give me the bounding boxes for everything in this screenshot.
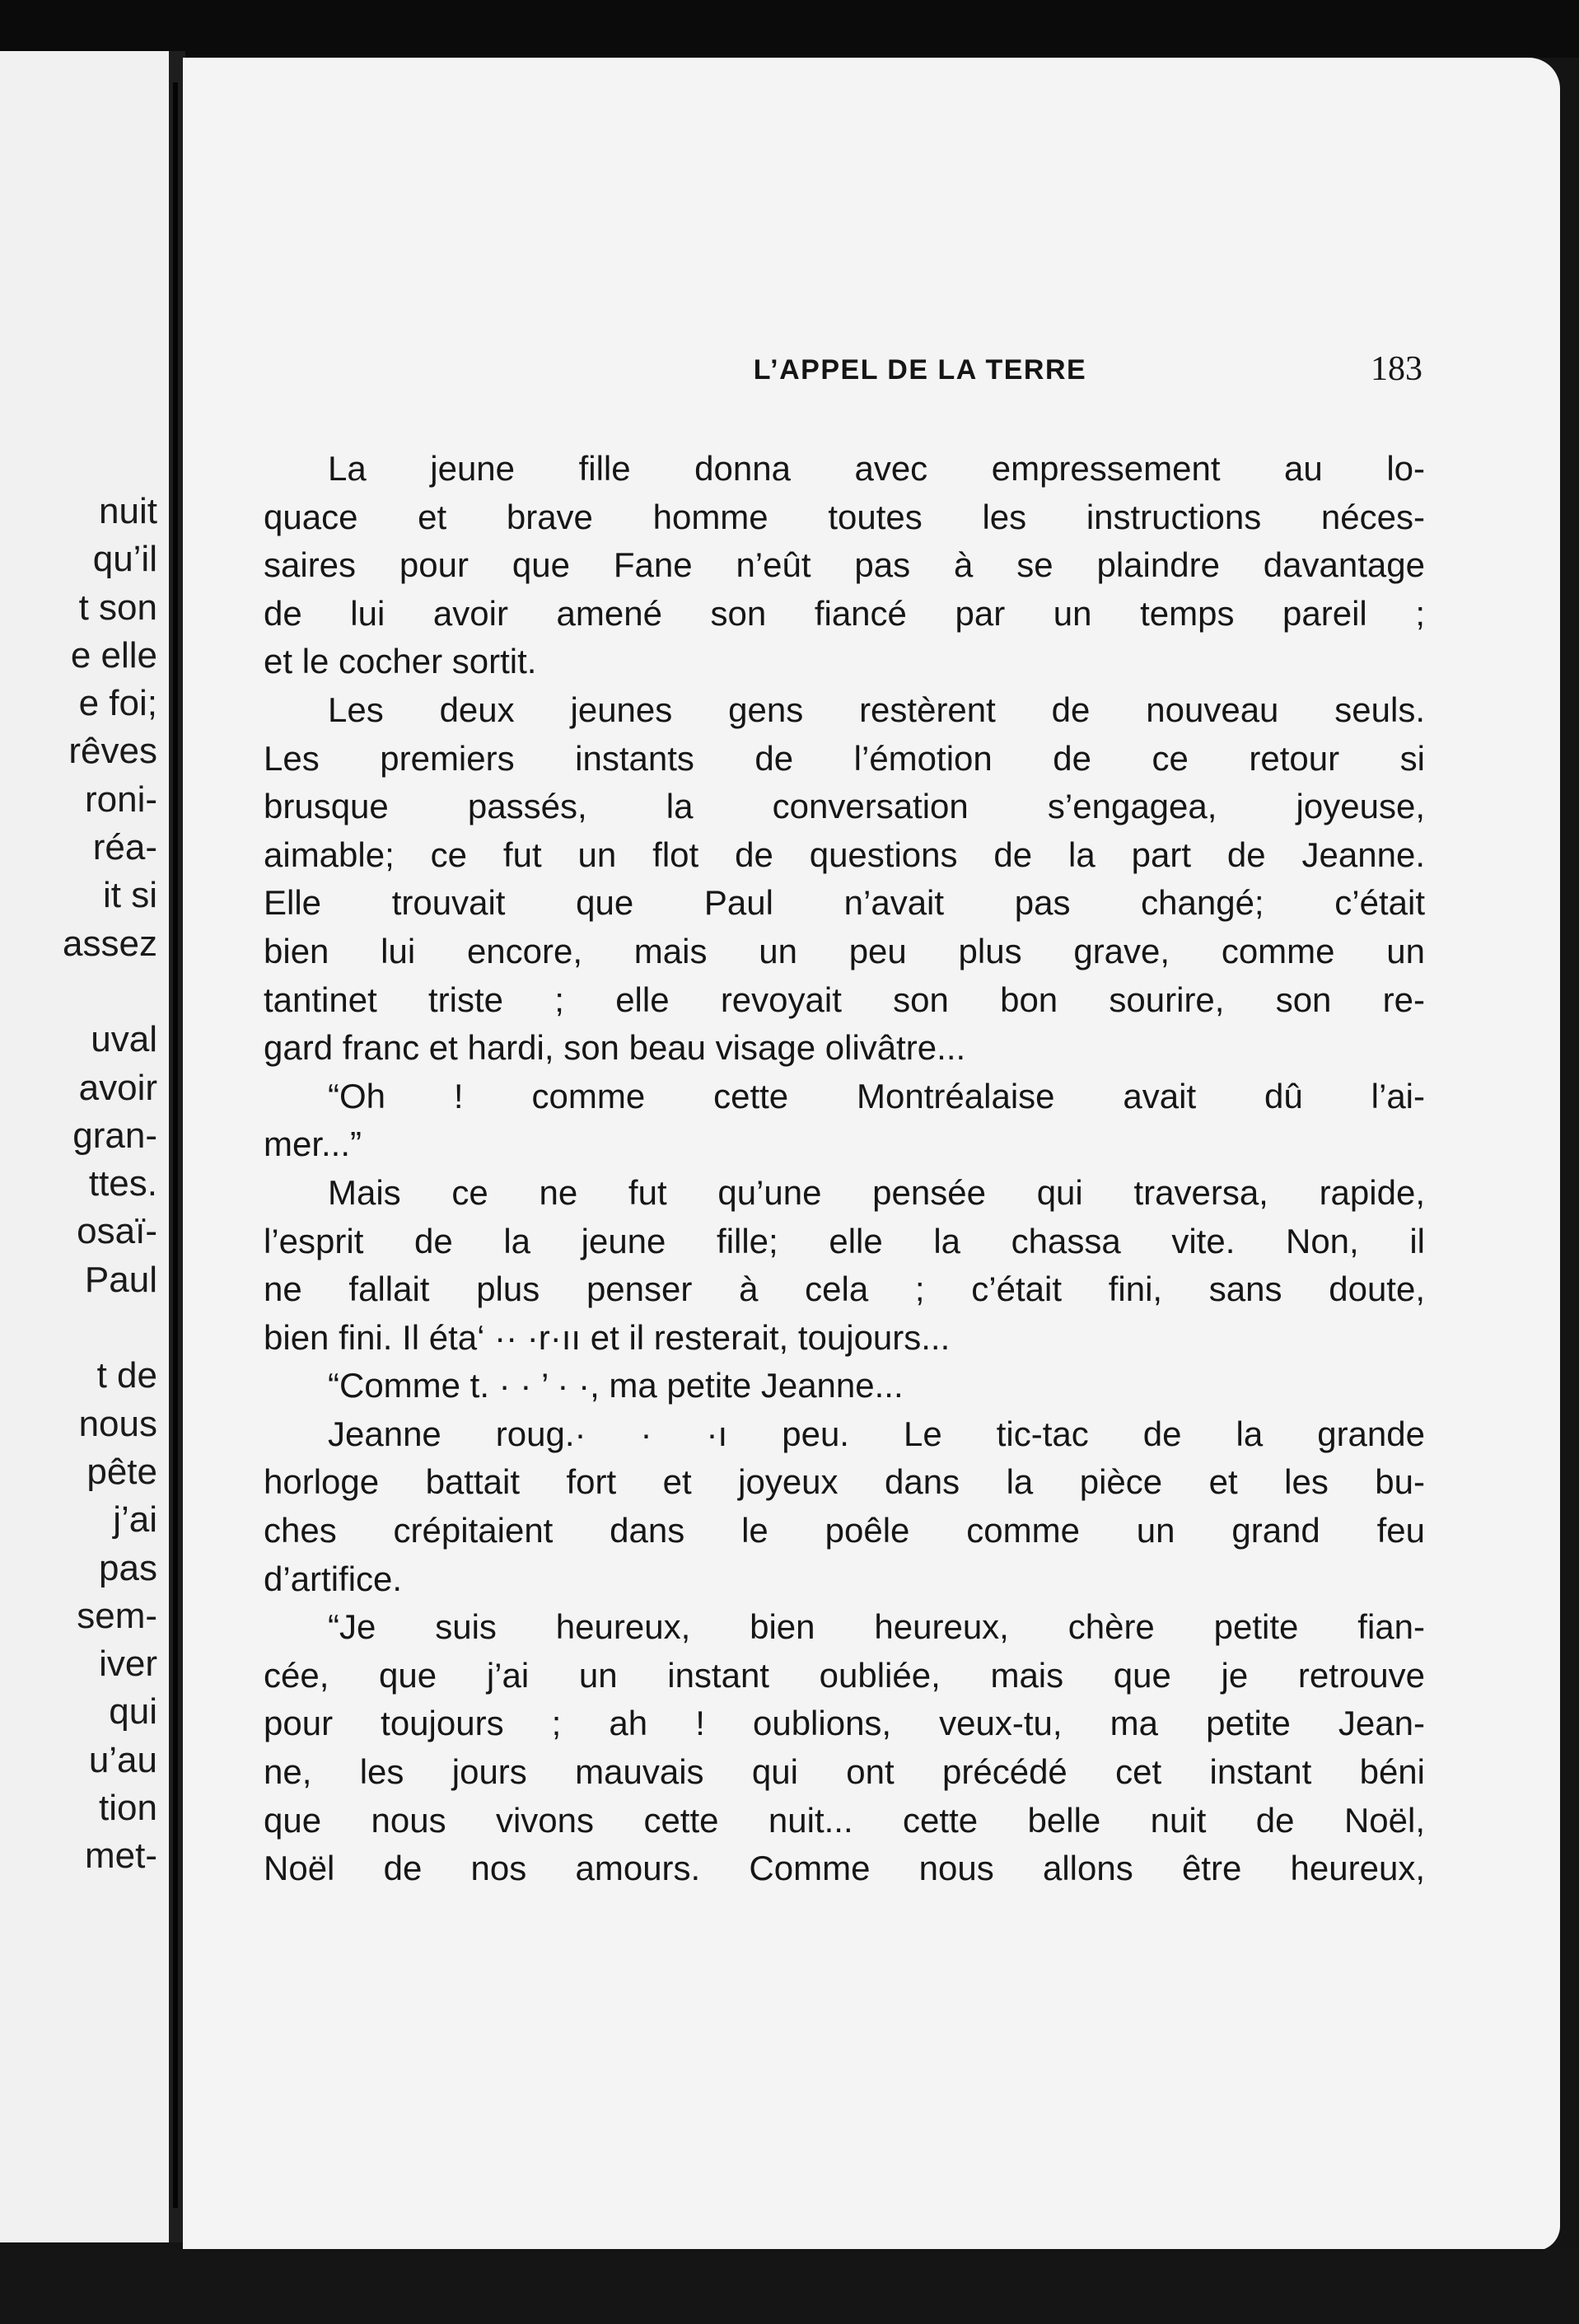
text-line: Les premiers instants de l’émotion de ce retour si — [264, 738, 1425, 778]
running-title: L’APPEL DE LA TERRE — [753, 354, 1087, 386]
text-line: tantinet triste ; elle revoyait son bon sourire, son re- — [264, 980, 1425, 1019]
facing-line: e elle — [70, 634, 157, 676]
text-line: Jeanne roug.· · ·ı peu. Le tic-tac de la grande — [328, 1414, 1425, 1453]
text-line: bien lui encore, mais un peu plus grave, comme un — [264, 931, 1425, 970]
facing-line-gap — [63, 968, 157, 1016]
text-line: cée, que j’ai un instant oubliée, mais que je retrouve — [264, 1655, 1425, 1695]
facing-line: iver — [99, 1644, 157, 1685]
text-line: brusque passés, la conversation s’engagea, joyeuse, — [264, 787, 1425, 826]
facing-line: j’ai — [113, 1499, 157, 1541]
facing-line: sem- — [77, 1595, 157, 1636]
text-line: gard franc et hardi, son beau visage olivâtre... — [264, 1028, 966, 1068]
text-line: et le cocher sortit. — [264, 642, 537, 681]
text-line: bien fini. Il éta‘ ·· ·r·ıı et il resterait, toujours... — [264, 1317, 951, 1357]
text-line: l’esprit de la jeune fille; elle la chassa vite. Non, il — [264, 1221, 1425, 1260]
text-line: quace et brave homme toutes les instructions néces- — [264, 497, 1425, 536]
page-number: 183 — [1371, 350, 1423, 388]
page-body-text — [264, 445, 1425, 1893]
text-line: pour toujours ; ah ! oublions, veux-tu, ma petite Jean- — [264, 1704, 1425, 1743]
facing-line: t son — [78, 587, 157, 628]
facing-line: gran- — [72, 1115, 157, 1156]
facing-line: qui — [109, 1691, 157, 1732]
text-line: ne fallait plus penser à cela ; c’était fini, sans doute, — [264, 1270, 1425, 1309]
text-line: horloge battait fort et joyeux dans la pièce et les bu- — [264, 1462, 1425, 1502]
facing-line: nous — [78, 1403, 157, 1444]
facing-line: e foi; — [78, 683, 157, 724]
facing-line: uval — [91, 1019, 157, 1060]
text-line: Noël de nos amours. Comme nous allons être heureux, — [264, 1849, 1425, 1888]
text-line: de lui avoir amené son fiancé par un temps pareil ; — [264, 593, 1425, 633]
facing-line: pas — [99, 1547, 157, 1588]
scan-bottom-border — [0, 2249, 1579, 2324]
facing-line: met- — [85, 1835, 157, 1877]
text-line: Mais ce ne fut qu’une pensée qui traversa, rapide, — [328, 1172, 1425, 1212]
facing-line: rêves — [68, 731, 157, 772]
facing-line-gap — [63, 1304, 157, 1352]
book-page — [183, 58, 1560, 2251]
text-line: La jeune fille donna avec empressement au lo- — [328, 449, 1425, 488]
facing-line: réa- — [92, 827, 157, 868]
facing-line: nuit — [99, 491, 157, 531]
facing-line: u’au — [88, 1739, 157, 1780]
facing-line: t de — [96, 1355, 157, 1396]
text-line: aimable; ce fut un flot de questions de la part de Jeanne. — [264, 835, 1425, 874]
facing-page-text — [63, 488, 157, 1881]
facing-line: Paul — [84, 1259, 157, 1300]
text-line: ne, les jours mauvais qui ont précédé cet instant béni — [264, 1752, 1425, 1792]
facing-line: roni- — [84, 779, 157, 820]
text-line: “Oh ! comme cette Montréalaise avait dû l’ai- — [328, 1076, 1425, 1115]
facing-line: avoir — [78, 1067, 157, 1108]
text-line: mer...” — [264, 1125, 362, 1164]
text-line: ches crépitaient dans le poêle comme un grand feu — [264, 1511, 1425, 1550]
text-line: Elle trouvait que Paul n’avait pas changé; c’était — [264, 883, 1425, 923]
facing-line: tion — [99, 1788, 157, 1829]
text-line: d’artifice. — [264, 1559, 403, 1598]
text-line: saires pour que Fane n’eût pas à se plaindre davantage — [264, 545, 1425, 585]
facing-line: qu’il — [92, 539, 157, 580]
facing-line: pête — [86, 1451, 157, 1492]
gutter-shadow — [173, 82, 178, 2208]
running-header — [570, 350, 1423, 404]
text-line: que nous vivons cette nuit... cette belle nuit de Noël, — [264, 1800, 1425, 1840]
facing-page-left — [0, 51, 169, 2242]
scan-top-border — [0, 0, 1579, 58]
text-line: “Je suis heureux, bien heureux, chère petite fian- — [328, 1607, 1425, 1647]
text-line: Les deux jeunes gens restèrent de nouveau seuls. — [328, 690, 1425, 729]
facing-line: it si — [103, 875, 157, 916]
facing-line: osaï- — [77, 1211, 157, 1252]
text-line: “Comme t. · · ’ · ·, ma petite Jeanne... — [328, 1366, 904, 1405]
facing-line: assez — [63, 923, 157, 964]
facing-line: ttes. — [88, 1163, 157, 1204]
